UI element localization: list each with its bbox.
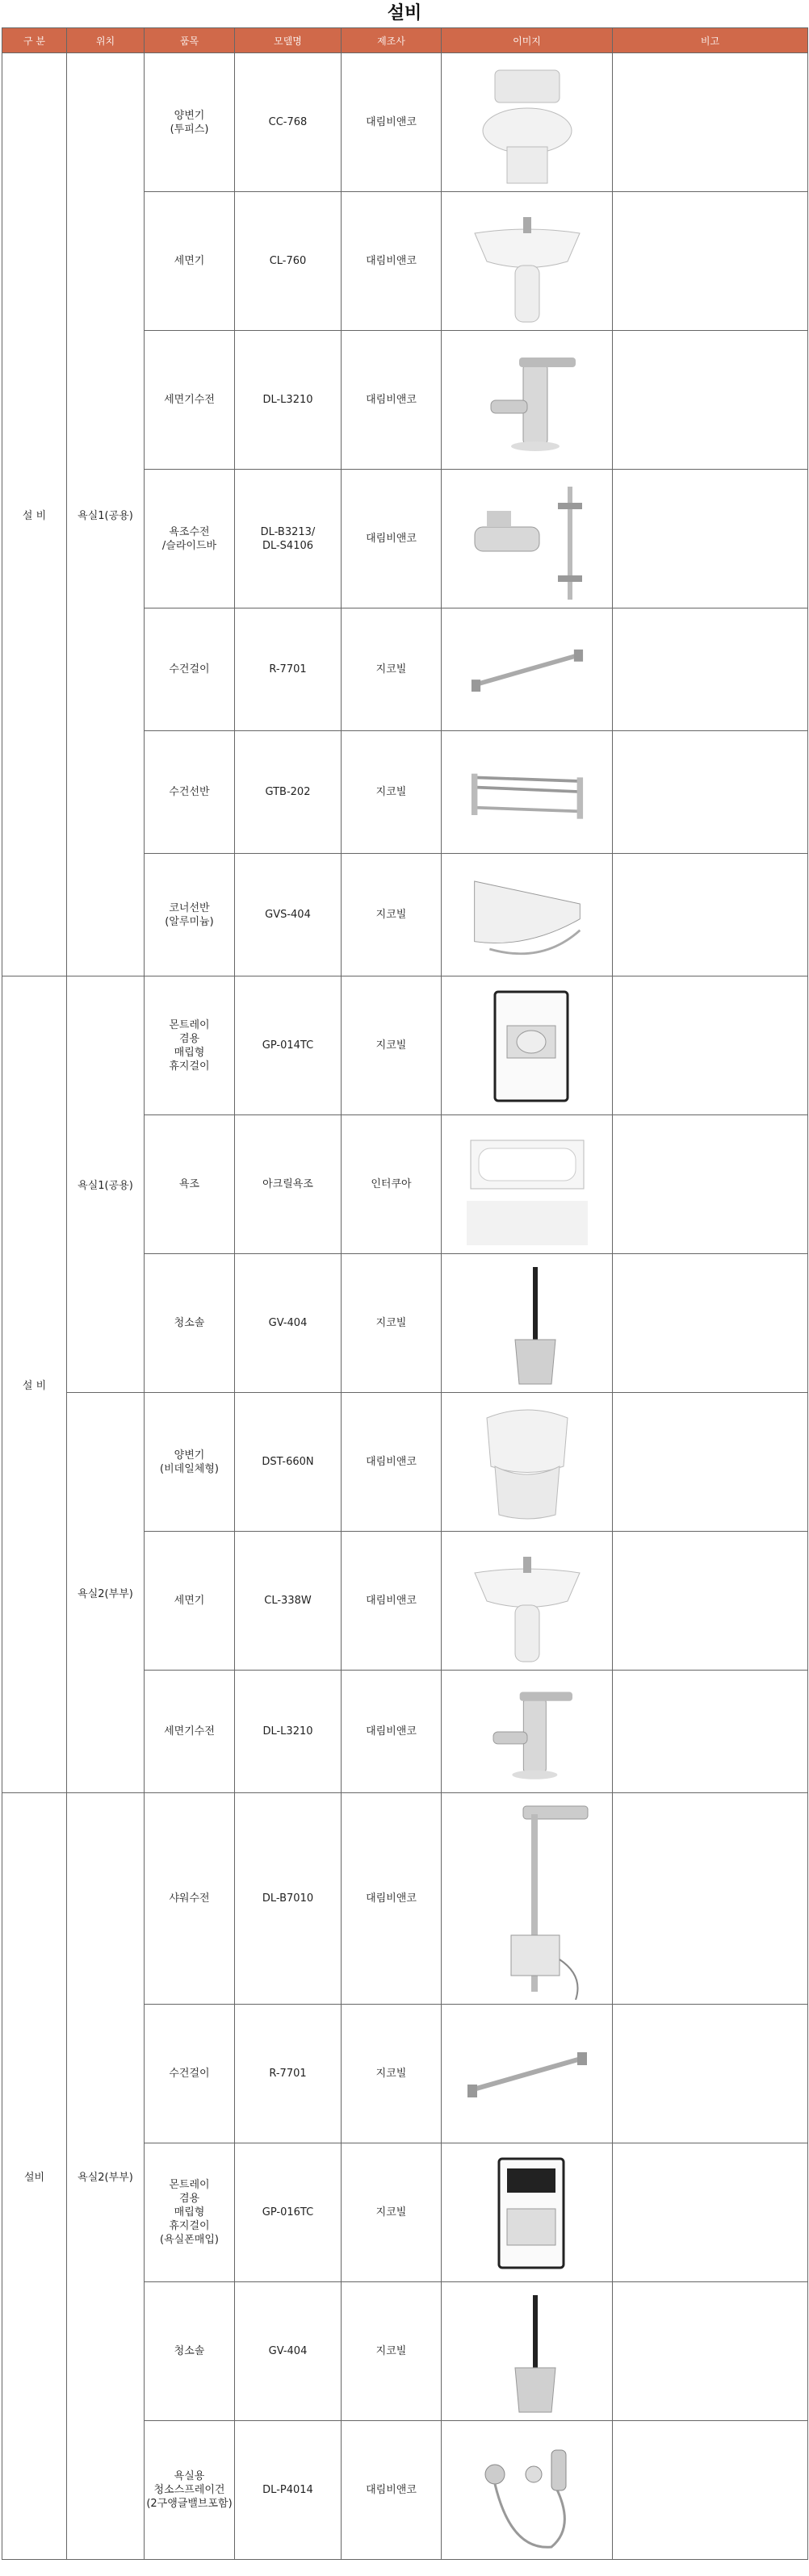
washbasin-icon	[463, 197, 592, 326]
location-cell: 욕실2(부부)	[67, 1793, 145, 2560]
model-cell: GV-404	[235, 1254, 342, 1393]
image-cell	[442, 1115, 613, 1254]
note-cell	[613, 1254, 808, 1393]
maker-cell: 지코빌	[342, 2143, 442, 2282]
header-location: 위치	[67, 28, 145, 53]
note-cell	[613, 192, 808, 331]
note-cell	[613, 1532, 808, 1671]
maker-cell: 지코빌	[342, 854, 442, 976]
image-cell	[442, 976, 613, 1115]
shower-icon	[463, 1798, 592, 2000]
header-model: 모델명	[235, 28, 342, 53]
category-cell: 설 비	[2, 976, 67, 1793]
model-cell: DL-B7010	[235, 1793, 342, 2005]
note-cell	[613, 2421, 808, 2560]
image-cell	[442, 1671, 613, 1793]
bath-faucet-icon	[463, 475, 592, 604]
note-cell	[613, 854, 808, 976]
towel-shelf-icon	[463, 736, 592, 849]
item-cell: 코너선반 (알루미늄)	[145, 854, 235, 976]
maker-cell: 대림비앤코	[342, 470, 442, 608]
maker-cell: 지코빌	[342, 1254, 442, 1393]
note-cell	[613, 1793, 808, 2005]
header-maker: 제조사	[342, 28, 442, 53]
paper-holder-icon	[463, 981, 592, 1110]
page-title: 설비	[387, 3, 422, 23]
item-cell: 수건선반	[145, 731, 235, 854]
maker-cell: 지코빌	[342, 731, 442, 854]
model-cell: GP-014TC	[235, 976, 342, 1115]
item-cell: 몬트레이 겸용 매립형 휴지걸이 (욕실폰매입)	[145, 2143, 235, 2282]
item-cell: 청소솔	[145, 1254, 235, 1393]
item-cell: 세면기	[145, 192, 235, 331]
maker-cell: 대림비앤코	[342, 1532, 442, 1671]
note-cell	[613, 2282, 808, 2421]
item-cell: 수건걸이	[145, 608, 235, 731]
image-cell	[442, 2143, 613, 2282]
model-cell: R-7701	[235, 2005, 342, 2143]
spray-gun-icon	[463, 2426, 592, 2555]
note-cell	[613, 976, 808, 1115]
model-cell: DL-L3210	[235, 331, 342, 470]
table-row	[2, 1793, 808, 2005]
item-cell: 양변기 (투피스)	[145, 53, 235, 192]
model-cell: CC-768	[235, 53, 342, 192]
image-cell	[442, 2282, 613, 2421]
faucet-icon	[463, 336, 592, 465]
model-cell: GV-404	[235, 2282, 342, 2421]
note-cell	[613, 1671, 808, 1793]
item-cell: 세면기수전	[145, 331, 235, 470]
maker-cell: 대림비앤코	[342, 1393, 442, 1532]
model-cell: R-7701	[235, 608, 342, 731]
image-cell	[442, 731, 613, 854]
image-cell	[442, 1254, 613, 1393]
image-cell	[442, 1532, 613, 1671]
maker-cell: 지코빌	[342, 976, 442, 1115]
toilet-icon	[463, 58, 592, 187]
header-image: 이미지	[442, 28, 613, 53]
item-cell: 샤워수전	[145, 1793, 235, 2005]
image-cell	[442, 2421, 613, 2560]
paper-holder-phone-icon	[463, 2148, 592, 2277]
faucet-icon	[463, 1675, 592, 1788]
washbasin-icon	[463, 1537, 592, 1666]
maker-cell: 대림비앤코	[342, 192, 442, 331]
table-row	[2, 1393, 808, 1532]
maker-cell: 지코빌	[342, 2282, 442, 2421]
note-cell	[613, 1393, 808, 1532]
model-cell: GVS-404	[235, 854, 342, 976]
item-cell: 욕실용 청소스프레이건 (2구앵글밸브포함)	[145, 2421, 235, 2560]
model-cell: CL-760	[235, 192, 342, 331]
corner-shelf-icon	[463, 859, 592, 972]
item-cell: 세면기	[145, 1532, 235, 1671]
maker-cell: 대림비앤코	[342, 331, 442, 470]
table-row	[2, 976, 808, 1115]
location-cell: 욕실1(공용)	[67, 976, 145, 1393]
maker-cell: 지코빌	[342, 608, 442, 731]
note-cell	[613, 53, 808, 192]
maker-cell: 대림비앤코	[342, 2421, 442, 2560]
model-cell: DL-B3213/ DL-S4106	[235, 470, 342, 608]
maker-cell: 인터쿠아	[342, 1115, 442, 1254]
note-cell	[613, 331, 808, 470]
image-cell	[442, 2005, 613, 2143]
model-cell: DL-P4014	[235, 2421, 342, 2560]
header-note: 비고	[613, 28, 808, 53]
image-cell	[442, 470, 613, 608]
item-cell: 욕조	[145, 1115, 235, 1254]
note-cell	[613, 2143, 808, 2282]
maker-cell: 대림비앤코	[342, 1793, 442, 2005]
table-row	[2, 53, 808, 192]
maker-cell: 대림비앤코	[342, 53, 442, 192]
image-cell	[442, 1393, 613, 1532]
model-cell: CL-338W	[235, 1532, 342, 1671]
maker-cell: 대림비앤코	[342, 1671, 442, 1793]
table-header-row	[2, 28, 808, 53]
note-cell	[613, 470, 808, 608]
item-cell: 양변기 (비데일체형)	[145, 1393, 235, 1532]
maker-cell: 지코빌	[342, 2005, 442, 2143]
smart-toilet-icon	[463, 1398, 592, 1527]
model-cell: GP-016TC	[235, 2143, 342, 2282]
header-item: 품목	[145, 28, 235, 53]
equipment-table	[2, 27, 808, 2560]
location-cell: 욕실1(공용)	[67, 53, 145, 976]
image-cell	[442, 192, 613, 331]
bathtub-icon	[463, 1120, 592, 1249]
model-cell: DL-L3210	[235, 1671, 342, 1793]
image-cell	[442, 608, 613, 731]
item-cell: 몬트레이 겸용 매립형 휴지걸이	[145, 976, 235, 1115]
header-category: 구 분	[2, 28, 67, 53]
category-cell: 설비	[2, 1793, 67, 2560]
image-cell	[442, 331, 613, 470]
note-cell	[613, 608, 808, 731]
model-cell: DST-660N	[235, 1393, 342, 1532]
item-cell: 수건걸이	[145, 2005, 235, 2143]
towel-bar-icon	[463, 2009, 592, 2139]
model-cell: GTB-202	[235, 731, 342, 854]
towel-bar-icon	[463, 613, 592, 726]
model-cell: 아크릴욕조	[235, 1115, 342, 1254]
brush-icon	[463, 1259, 592, 1388]
brush-icon	[463, 2287, 592, 2416]
item-cell: 욕조수전 /슬라이드바	[145, 470, 235, 608]
note-cell	[613, 1115, 808, 1254]
category-cell: 설 비	[2, 53, 67, 976]
location-cell: 욕실2(부부)	[67, 1393, 145, 1793]
item-cell: 세면기수전	[145, 1671, 235, 1793]
note-cell	[613, 2005, 808, 2143]
note-cell	[613, 731, 808, 854]
item-cell: 청소솔	[145, 2282, 235, 2421]
image-cell	[442, 854, 613, 976]
image-cell	[442, 1793, 613, 2005]
image-cell	[442, 53, 613, 192]
